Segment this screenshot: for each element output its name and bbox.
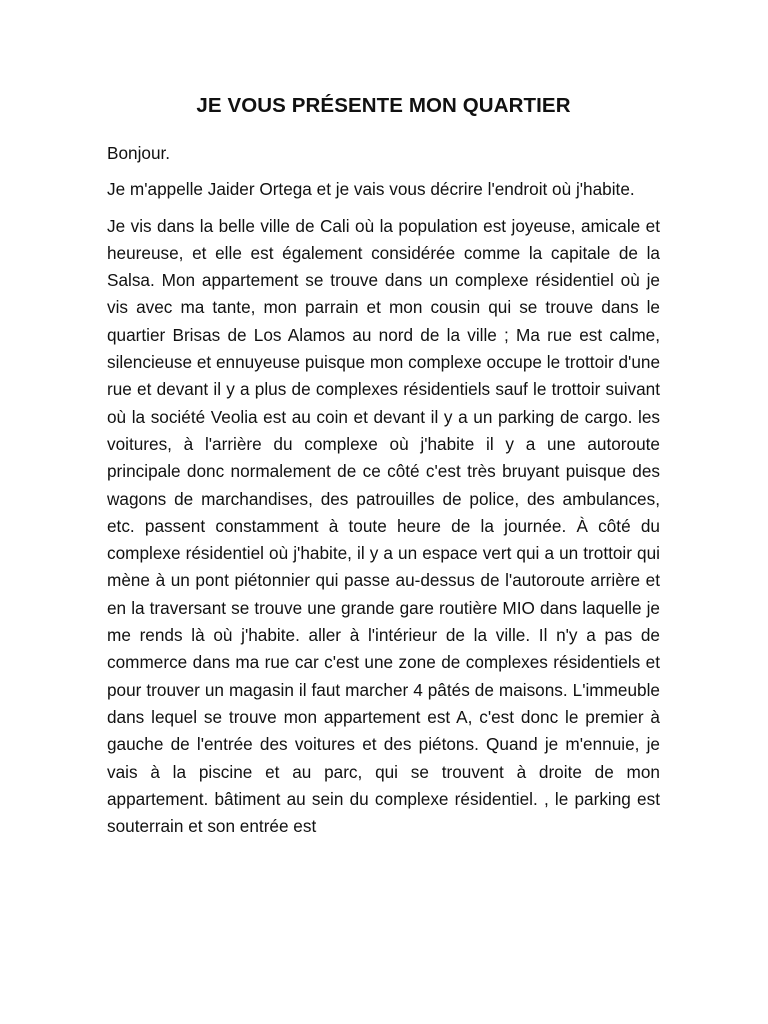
paragraph-introduction: Je m'appelle Jaider Ortega et je vais vous décrire l'endroit où j'habite. (107, 179, 635, 200)
paragraph-neighborhood-description: Je vis dans la belle ville de Cali où la population est joyeuse, amicale et heureuse, et elle est également considérée comme la capitale de la Salsa. Mon appartement se trouve dans un complexe résidentiel où je vis avec ma tante, mon parrain et mon cousin qui se trouve dans le quartier Brisas de Los Alamos au nord de la ville ; Ma rue est calme, silencieuse et ennuyeuse puisque mon complexe occupe le trottoir d'une rue et devant il y a plus de complexes résidentiels sauf le trottoir suivant où la société Veolia est au coin et devant il y a un parking de cargo. les voitures, à l'arrière du complexe où j'habite il y a une autoroute principale donc normalement de ce côté c'est très bruyant puisque des wagons de marchandises, des patrouilles de police, des ambulances, etc. passent constamment à toute heure de la journée. À côté du complexe résidentiel où j'habite, il y a un espace vert qui a un trottoir qui mène à un pont piétonnier qui passe au-dessus de l'autoroute arrière et en la traversant se trouve une grande gare routière MIO dans laquelle je me rends là où j'habite. aller à l'intérieur de la ville. Il n'y a pas de commerce dans ma rue car c'est une zone de complexes résidentiels et pour trouver un magasin il faut marcher 4 pâtés de maisons. L'immeuble dans lequel se trouve mon appartement est A, c'est donc le premier à gauche de l'entrée des voitures et des piétons. Quand je m'ennuie, je vais à la piscine et au parc, qui se trouvent à droite de mon appartement. bâtiment au sein du complexe résidentiel. , le parking est souterrain et son entrée est (107, 215, 660, 837)
paragraph-greeting: Bonjour. (107, 143, 171, 163)
document-title: JE VOUS PRÉSENTE MON QUARTIER (196, 94, 571, 117)
document-body (107, 92, 660, 849)
